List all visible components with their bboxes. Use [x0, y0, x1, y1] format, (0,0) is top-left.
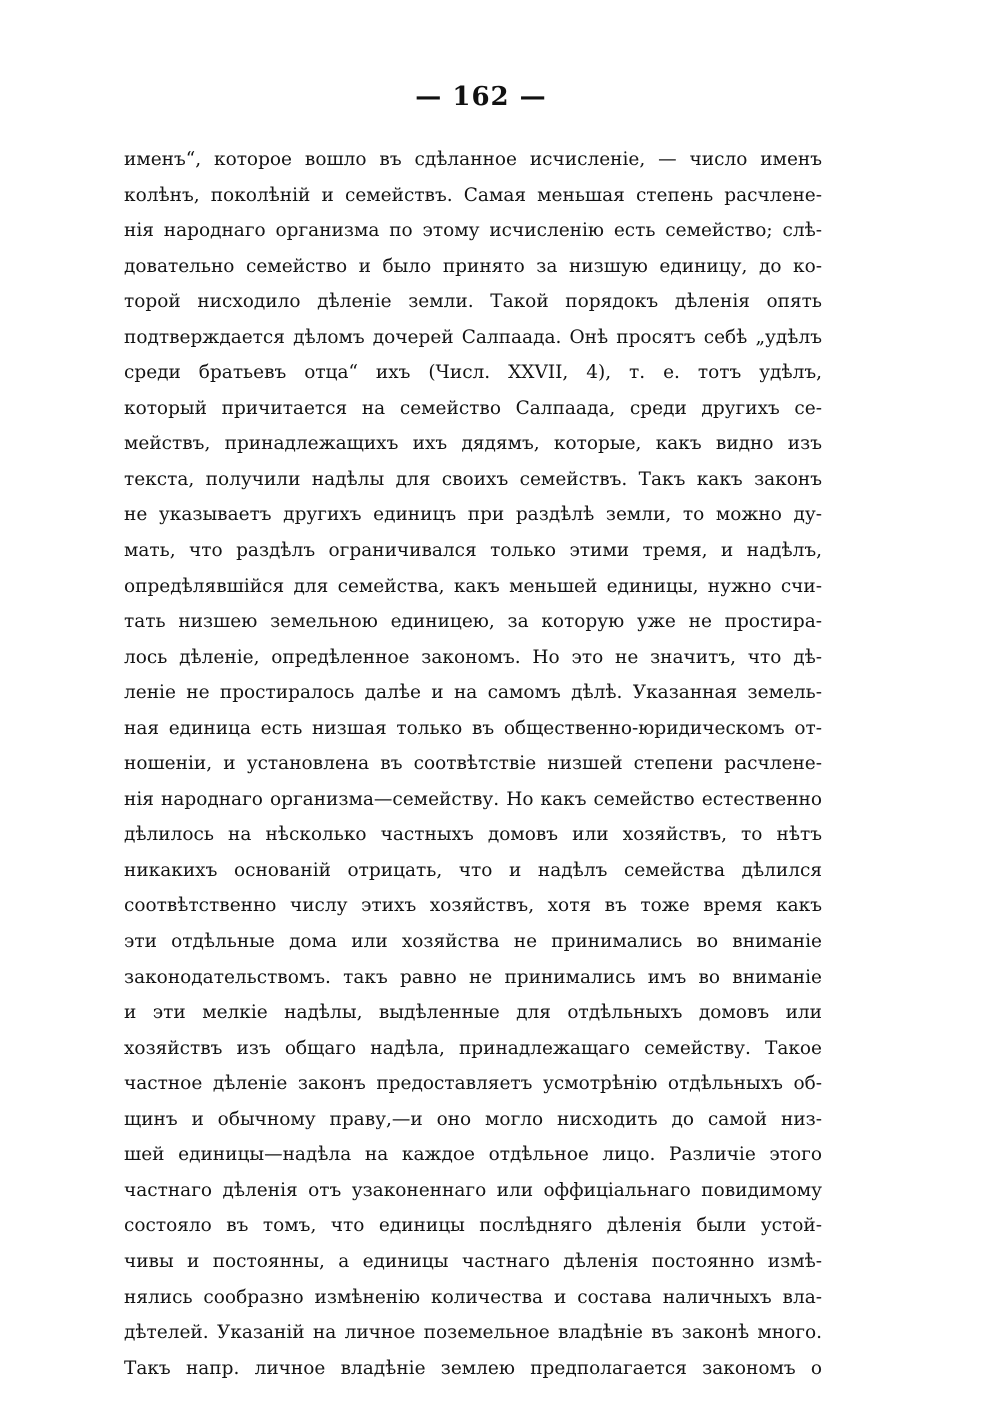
- text-line: щинъ и обычному праву,—и оно могло нисходить до самой низ-: [124, 1108, 822, 1130]
- text-line: не указываетъ другихъ единицъ при раздѣлѣ земли, то можно ду-: [124, 504, 822, 526]
- text-line: ношеніи, и установлена въ соотвѣтствіе низшей степени расчлене-: [124, 753, 822, 775]
- text-line: частное дѣленіе законъ предоставляетъ усмотрѣнію отдѣльныхъ об-: [124, 1073, 822, 1095]
- text-line: и эти мелкіе надѣлы, выдѣленные для отдѣльныхъ домовъ или: [124, 1002, 822, 1024]
- text-line: нія народнаго организма по этому исчисленію есть семейство; слѣ-: [124, 220, 822, 242]
- text-line: Такъ напр. личное владѣніе землею предполагается закономъ о: [124, 1357, 822, 1379]
- page-number: — 162 —: [415, 82, 547, 112]
- text-line: нялись сообразно измѣненію количества и состава наличныхъ вла-: [124, 1286, 822, 1308]
- text-line: тать низшею земельною единицею, за которую уже не простира-: [124, 611, 822, 633]
- text-line: довательно семейство и было принято за низшую единицу, до ко-: [124, 255, 822, 277]
- text-line: законодательствомъ. такъ равно не принимались имъ во вниманіе: [124, 966, 822, 988]
- text-line: нія народнаго организма—семейству. Но какъ семейство естественно: [124, 788, 822, 810]
- text-line: леніе не простиралось далѣе и на самомъ дѣлѣ. Указанная земель-: [124, 682, 822, 704]
- text-line: никакихъ основаній отрицать, что и надѣлъ семейства дѣлился: [124, 859, 822, 881]
- text-line: хозяйствъ изъ общаго надѣла, принадлежащаго семейству. Такое: [124, 1037, 822, 1059]
- body-text: [124, 142, 822, 1386]
- text-line: соотвѣтственно числу этихъ хозяйствъ, хотя въ тоже время какъ: [124, 895, 822, 917]
- text-line: мействъ, принадлежащихъ ихъ дядямъ, которые, какъ видно изъ: [124, 433, 822, 455]
- text-line: который причитается на семейство Салпаада, среди другихъ се-: [124, 397, 822, 419]
- text-line: дѣтелей. Указаній на личное поземельное владѣніе въ законѣ много.: [124, 1322, 822, 1344]
- text-line: именъ“, которое вошло въ сдѣланное исчисленіе, — число именъ: [124, 149, 822, 170]
- text-line: торой нисходило дѣленіе земли. Такой порядокъ дѣленія опять: [124, 291, 822, 313]
- text-line: лось дѣленіе, опредѣленное закономъ. Но это не значитъ, что дѣ-: [124, 646, 822, 668]
- text-line: мать, что раздѣлъ ограничивался только этими тремя, и надѣлъ,: [124, 540, 822, 562]
- text-line: подтверждается дѣломъ дочерей Салпаада. Онѣ просятъ себѣ „удѣлъ: [124, 326, 822, 348]
- text-line: среди братьевъ отца“ ихъ (Числ. XXVII, 4), т. е. тотъ удѣлъ,: [124, 362, 822, 384]
- text-line: опредѣлявшійся для семейства, какъ меньшей единицы, нужно счи-: [124, 575, 822, 597]
- text-line: колѣнъ, поколѣній и семействъ. Самая меньшая степень расчлене-: [124, 184, 822, 206]
- text-line: частнаго дѣленія отъ узаконеннаго или оффиціальнаго повидимому: [124, 1179, 822, 1201]
- text-line: шей единицы—надѣла на каждое отдѣльное лицо. Различіе этого: [124, 1144, 822, 1166]
- text-line: ная единица есть низшая только въ общественно-юридическомъ от-: [124, 717, 822, 739]
- text-line: дѣлилось на нѣсколько частныхъ домовъ или хозяйствъ, то нѣтъ: [124, 824, 822, 846]
- text-line: состояло въ томъ, что единицы послѣдняго дѣленія были устой-: [124, 1215, 822, 1237]
- text-line: текста, получили надѣлы для своихъ семействъ. Такъ какъ законъ: [124, 468, 822, 490]
- text-line: эти отдѣльные дома или хозяйства не принимались во вниманіе: [124, 931, 822, 953]
- text-line: чивы и постоянны, а единицы частнаго дѣленія постоянно измѣ-: [124, 1250, 822, 1272]
